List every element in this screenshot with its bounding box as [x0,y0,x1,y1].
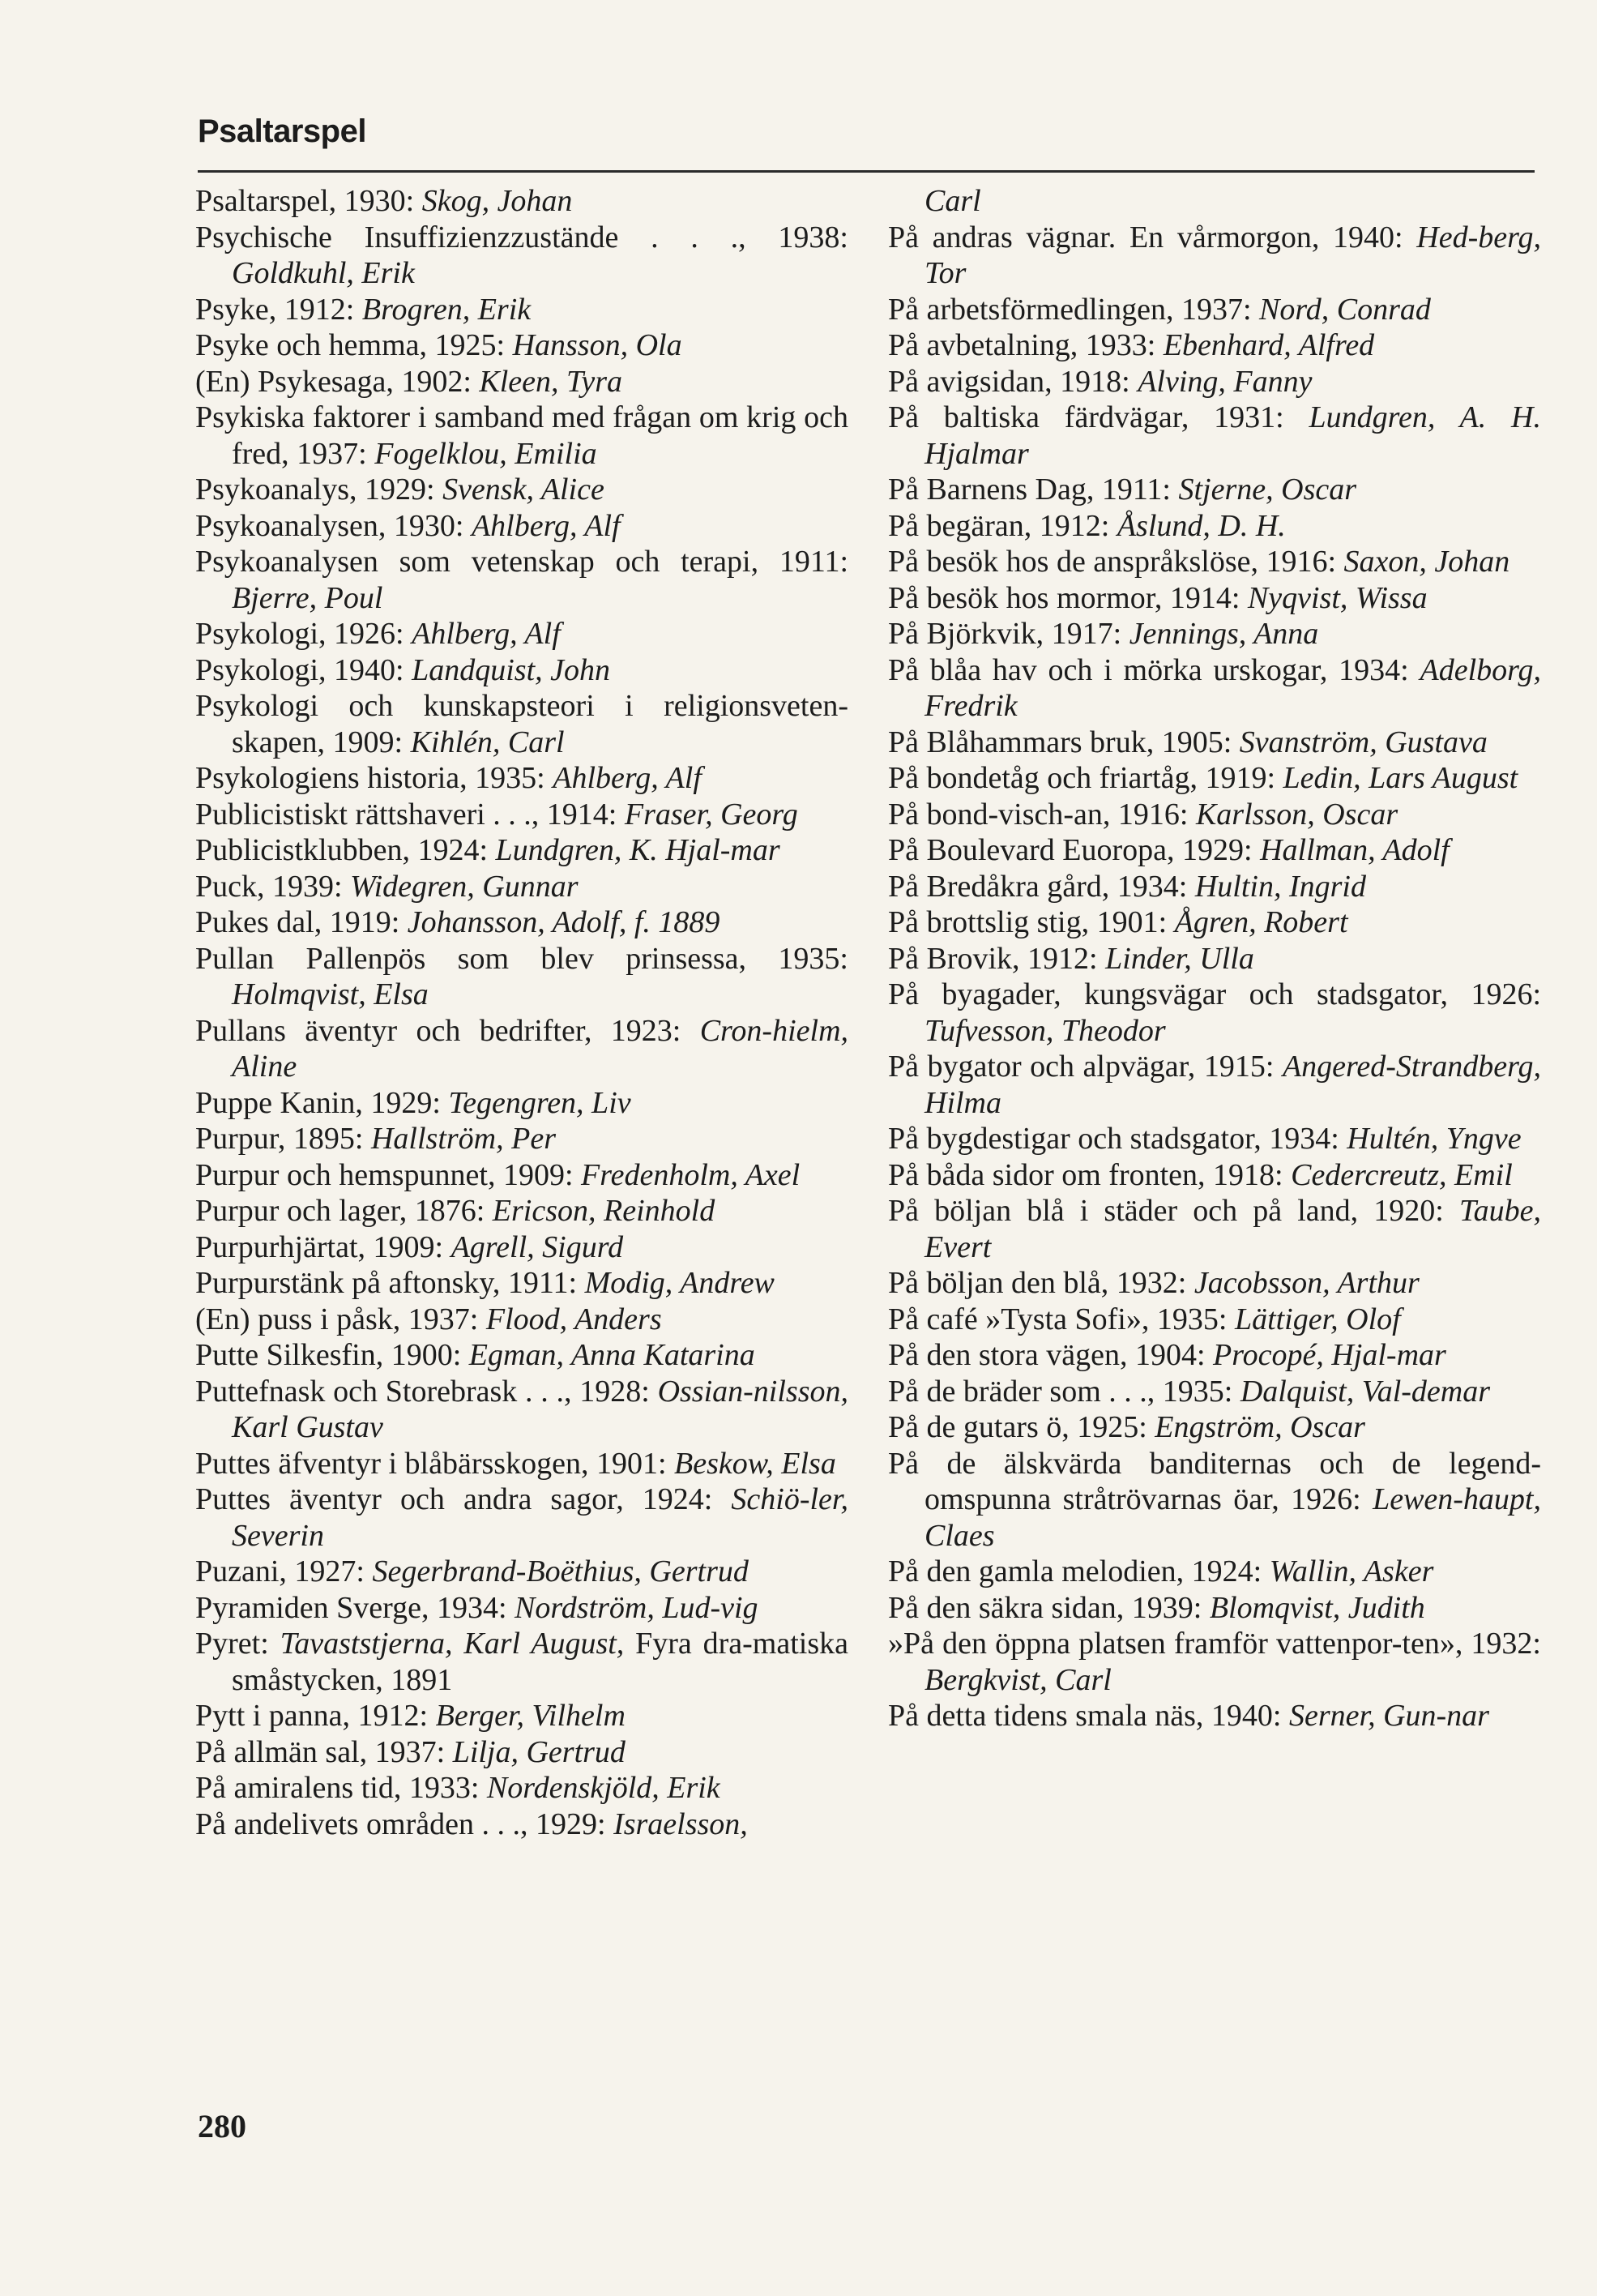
entry-title: På amiralens tid, 1933: [195,1771,480,1805]
entry-author: Landquist, John [412,652,611,687]
entry-title: Publicistklubben, 1924: [195,833,488,867]
entry-author: Egman, Anna Katarina [468,1338,755,1372]
index-entry [888,1446,1541,1554]
entry-author: Cedercreutz, Emil [1291,1157,1513,1192]
entry-title: (En) puss i påsk, 1937: [195,1302,479,1336]
entry-title: Puppe Kanin, 1929: [195,1085,441,1120]
entry-title: På besök hos de anspråkslöse, 1916: [888,545,1337,579]
entry-author: Hultén, Yngve [1347,1122,1522,1156]
index-entry [195,652,848,689]
entry-author: Johansson, Adolf, f. 1889 [407,905,720,939]
entry-title: Purpurhjärtat, 1909: [195,1229,444,1264]
index-entry [195,869,848,905]
index-entry [888,1698,1541,1734]
entry-title: Pyret: [195,1627,269,1661]
entry-title: Puttefnask och Storebrask . . ., 1928: [195,1374,650,1409]
index-entry [195,1193,848,1229]
entry-author: Tufvesson, Theodor [924,1013,1166,1048]
entry-author: Ebenhard, Alfred [1163,328,1375,362]
index-entry [195,1374,848,1446]
index-entry [888,1121,1541,1157]
index-entry [888,977,1541,1049]
index-entry [195,1806,848,1843]
entry-author: Berger, Vilhelm [435,1699,626,1733]
entry-title: Psaltarspel, 1930: [195,184,415,218]
index-entry [888,580,1541,617]
entry-title: Psychische Insuffizienzzustände . . ., 1938: [195,220,848,254]
entry-title: På avigsidan, 1918: [888,364,1130,399]
index-entry [888,725,1541,761]
entry-author: Holmqvist, Elsa [232,977,429,1011]
entry-title: På bondetåg och friartåg, 1919: [888,761,1276,795]
entry-title: På de älskvärda banditernas och de legend-omspunna stråtrövarnas öar, 1926: [888,1446,1541,1516]
index-entry [888,1409,1541,1446]
entry-title: Pukes dal, 1919: [195,905,400,939]
entry-author: Nyqvist, Wissa [1247,580,1428,615]
index-entry [195,327,848,364]
entry-author: Bergkvist, Carl [924,1662,1112,1697]
entry-author: Agrell, Sigurd [450,1229,624,1264]
index-entry [195,1229,848,1266]
entry-title: På båda sidor om fronten, 1918: [888,1157,1283,1192]
index-entry [888,1337,1541,1374]
entry-author: Ahlberg, Alf [553,761,702,795]
index-entry [195,400,848,472]
index-entry [195,1337,848,1374]
entry-suffix: Fyra dra-matiska småstycken, 1891 [232,1627,849,1697]
entry-author: Carl [924,184,981,218]
entry-author: Alving, Fanny [1138,364,1313,399]
entry-title: På bond-visch-an, 1916: [888,797,1189,832]
entry-title: På Boulevard Euoropa, 1929: [888,833,1253,867]
index-entry [888,1554,1541,1590]
entry-author: Svanström, Gustava [1239,725,1488,759]
entry-title: Puttes äventyr och andra sagor, 1924: [195,1482,713,1516]
entry-title: Psykoanalysen, 1930: [195,508,464,543]
entry-author: Tegengren, Liv [448,1085,631,1120]
entry-title: (En) Psykesaga, 1902: [195,364,472,399]
entry-title: På böljan blå i städer och på land, 1920: [888,1194,1444,1228]
entry-author: Lundgren, K. Hjal-mar [495,833,780,867]
entry-author: Israelsson, [613,1806,748,1841]
entry-author: Lättiger, Olof [1234,1302,1401,1336]
entry-author: Linder, Ulla [1105,941,1254,976]
entry-author: Lewen-haupt, Claes [924,1482,1541,1553]
index-entry [888,941,1541,977]
index-entry [195,1770,848,1806]
index-entry [195,1157,848,1194]
entry-title: På bygator och alpvägar, 1915: [888,1050,1275,1084]
index-entry [195,220,848,292]
entry-title: På begäran, 1912: [888,508,1110,543]
index-entry [888,904,1541,941]
index-entry [195,941,848,1013]
entry-author: Lilja, Gertrud [452,1734,626,1769]
entry-author: Serner, Gun-nar [1288,1699,1489,1733]
index-entry [888,544,1541,580]
entry-author: Adelborg, Fredrik [924,652,1541,723]
index-entry [888,364,1541,400]
index-entry [888,832,1541,869]
entry-title: Puck, 1939: [195,869,343,904]
entry-author: Goldkuhl, Erik [232,256,415,290]
index-entry [195,1590,848,1627]
index-entry [195,364,848,400]
entry-author: Ericson, Reinhold [492,1194,715,1228]
index-entry [195,1734,848,1771]
index-entry [888,1193,1541,1265]
entry-title: På Brovik, 1912: [888,941,1098,976]
entry-title: På Bredåkra gård, 1934: [888,869,1188,904]
index-entry [195,508,848,545]
entry-author: Hultin, Ingrid [1194,869,1366,904]
entry-author: Jennings, Anna [1129,617,1319,651]
entry-author: Segerbrand-Boëthius, Gertrud [372,1554,749,1588]
entry-author: Kleen, Tyra [479,364,622,399]
index-entry [195,616,848,652]
entry-title: På byagader, kungsvägar och stadsgator, 1926: [888,977,1541,1011]
entry-author: Karlsson, Oscar [1195,797,1398,832]
index-entry [195,1085,848,1122]
entry-author: Wallin, Asker [1269,1554,1434,1588]
entry-author: Bjerre, Poul [232,580,383,615]
index-entry [195,183,848,220]
entry-author: Ahlberg, Alf [471,508,621,543]
index-entry [888,760,1541,797]
entry-title: Pytt i panna, 1912: [195,1699,429,1733]
entry-title: På bygdestigar och stadsgator, 1934: [888,1122,1339,1156]
entry-author: Hallström, Per [370,1122,556,1156]
entry-title: Pyramiden Sverge, 1934: [195,1590,507,1625]
index-entry [195,832,848,869]
entry-title: På allmän sal, 1937: [195,1734,446,1769]
entry-author: Taube, Evert [924,1194,1541,1264]
index-entry [888,220,1541,292]
entry-author: Fraser, Georg [624,797,798,832]
entry-author: Saxon, Johan [1343,545,1510,579]
entry-title: På andelivets områden . . ., 1929: [195,1806,606,1841]
index-entry [888,1049,1541,1121]
index-column-right [888,183,1541,1734]
entry-author: Modig, Andrew [584,1266,775,1300]
index-entry [195,1446,848,1482]
index-entry [888,183,1541,220]
entry-title: På baltiska färdvägar, 1931: [888,400,1284,434]
index-entry [195,1626,848,1698]
index-entry [888,327,1541,364]
index-entry [195,1302,848,1338]
entry-author: Ahlberg, Alf [412,617,561,651]
entry-title: På andras vägnar. En vårmorgon, 1940: [888,220,1403,254]
header-rule [198,170,1535,173]
entry-author: Hansson, Ola [512,328,682,362]
entry-author: Nord, Conrad [1259,292,1431,327]
index-entry [888,1265,1541,1302]
entry-title: Puttes äfventyr i blåbärsskogen, 1901: [195,1446,667,1481]
index-entry [195,1121,848,1157]
entry-author: Hallman, Adolf [1260,833,1450,867]
entry-author: Hed-berg, Tor [924,220,1542,290]
index-entry [888,472,1541,508]
entry-title: Pullan Pallenpös som blev prinsessa, 1935: [195,941,848,976]
entry-title: På café »Tysta Sofi», 1935: [888,1302,1228,1336]
entry-author: Flood, Anders [485,1302,662,1336]
entry-author: Brogren, Erik [361,292,532,327]
entry-author: Skog, Johan [421,184,573,218]
entry-author: Engström, Oscar [1155,1410,1365,1444]
entry-title: På arbetsförmedlingen, 1937: [888,292,1252,327]
entry-title: Psykologi och kunskapsteori i religionsveten-skapen, 1909: [195,689,848,759]
entry-author: Schiö-ler, Severin [232,1482,848,1553]
entry-title: Purpur och hemspunnet, 1909: [195,1157,574,1192]
index-entry [195,760,848,797]
entry-author: Svensk, Alice [442,472,604,507]
entry-author: Procopé, Hjal-mar [1213,1338,1446,1372]
entry-title: Psykoanalys, 1929: [195,472,435,507]
index-entry [195,472,848,508]
entry-author: Åslund, D. H. [1117,508,1286,543]
index-entry [888,652,1541,725]
entry-title: På Björkvik, 1917: [888,617,1122,651]
index-entry [888,797,1541,833]
index-entry [888,1626,1541,1698]
index-entry [195,544,848,616]
index-entry [888,1590,1541,1627]
entry-author: Ledin, Lars August [1283,761,1518,795]
entry-title: Psykologiens historia, 1935: [195,761,545,795]
entry-author: Nordenskjöld, Erik [486,1771,720,1805]
entry-author: Fredenholm, Axel [581,1157,801,1192]
index-entry [195,1698,848,1734]
entry-title: Psykoanalysen som vetenskap och terapi, 1911: [195,545,848,579]
index-entry [195,1265,848,1302]
entry-author: Kihlén, Carl [410,725,565,759]
index-column-left [195,183,848,1842]
entry-title: Psyke och hemma, 1925: [195,328,506,362]
index-entry [195,797,848,833]
index-entry [888,1374,1541,1410]
entry-title: Purpur och lager, 1876: [195,1194,485,1228]
entry-title: Psyke, 1912: [195,292,355,327]
entry-title: Pullans äventyr och bedrifter, 1923: [195,1013,681,1048]
entry-title: På detta tidens smala näs, 1940: [888,1699,1282,1733]
index-entry [888,400,1541,472]
entry-author: Ossian-nilsson, Karl Gustav [232,1374,848,1444]
index-entry [888,292,1541,328]
entry-title: Publicistiskt rättshaveri . . ., 1914: [195,797,617,832]
index-entry [195,904,848,941]
running-head: Psaltarspel [198,113,366,149]
entry-title: »På den öppna platsen framför vattenpor-ten», 1932: [888,1627,1541,1661]
index-entry [888,1157,1541,1194]
entry-author: Dalquist, Val-demar [1240,1374,1491,1409]
entry-title: Putte Silkesfin, 1900: [195,1338,462,1372]
entry-author: Blomqvist, Judith [1209,1590,1425,1625]
entry-author: Jacobsson, Arthur [1193,1266,1420,1300]
entry-title: På böljan den blå, 1932: [888,1266,1187,1300]
entry-author: Widegren, Gunnar [350,869,579,904]
entry-title: På de gutars ö, 1925: [888,1410,1147,1444]
entry-title: Psykiska faktorer i samband med frågan om krig och fred, 1937: [195,400,848,471]
index-entry [195,292,848,328]
index-entry [195,1481,848,1554]
entry-title: På avbetalning, 1933: [888,328,1156,362]
entry-title: På den stora vägen, 1904: [888,1338,1206,1372]
entry-title: På Blåhammars bruk, 1905: [888,725,1232,759]
index-entry [888,1302,1541,1338]
index-entry [888,869,1541,905]
entry-author: Lundgren, A. H. Hjalmar [924,400,1541,471]
entry-author: Tavaststjerna, Karl August, [280,1627,625,1661]
entry-author: Stjerne, Oscar [1178,472,1357,507]
entry-title: På brottslig stig, 1901: [888,905,1168,939]
entry-title: På de bräder som . . ., 1935: [888,1374,1233,1409]
entry-title: På den säkra sidan, 1939: [888,1590,1202,1625]
entry-title: Puzani, 1927: [195,1554,365,1588]
entry-title: Purpurstänk på aftonsky, 1911: [195,1266,578,1300]
entry-title: På den gamla melodien, 1924: [888,1554,1262,1588]
entry-title: Purpur, 1895: [195,1122,364,1156]
entry-title: Psykologi, 1926: [195,617,404,651]
entry-title: På Barnens Dag, 1911: [888,472,1171,507]
index-entry [888,616,1541,652]
entry-title: På besök hos mormor, 1914: [888,580,1240,615]
entry-title: På blåa hav och i mörka urskogar, 1934: [888,652,1409,687]
entry-author: Beskow, Elsa [674,1446,836,1481]
entry-title: Psykologi, 1940: [195,652,404,687]
index-entry [195,688,848,760]
entry-author: Ågren, Robert [1174,905,1348,939]
page-number: 280 [198,2108,246,2144]
entry-author: Angered-Strandberg, Hilma [924,1050,1542,1120]
entry-author: Cron-hielm, Aline [232,1013,849,1084]
entry-author: Nordström, Lud-vig [515,1590,758,1625]
entry-author: Fogelklou, Emilia [374,436,597,471]
index-entry [888,508,1541,545]
index-entry [195,1013,848,1085]
index-entry [195,1554,848,1590]
